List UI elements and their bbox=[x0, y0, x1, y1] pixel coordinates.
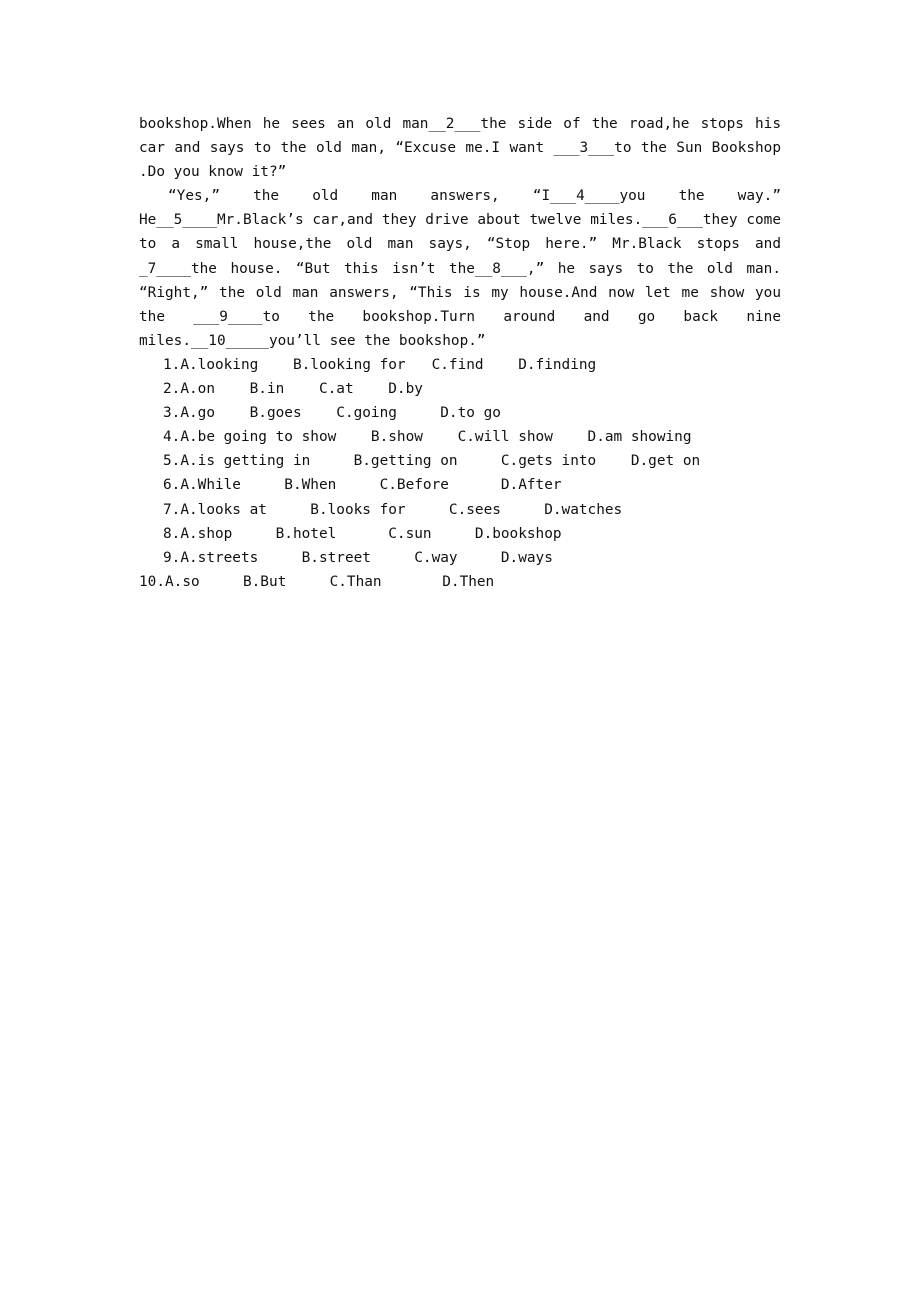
option-row-10: 10.A.so B.But C.Than D.Then bbox=[139, 573, 495, 590]
option-row-7: 7.A.looks at B.looks for C.sees D.watches bbox=[163, 501, 623, 518]
option-row-8: 8.A.shop B.hotel C.sun D.bookshop bbox=[163, 525, 562, 542]
option-row-9: 9.A.streets B.street C.way D.ways bbox=[163, 549, 553, 566]
passage-paragraph-1: bookshop.When he sees an old man__2___the side of the road,he stops his car and says to the old man, “Excuse me.I want ___3___to the Sun Bookshop .Do you know it?” bbox=[139, 116, 781, 181]
option-row-1: 1.A.looking B.looking for C.find D.finding bbox=[163, 356, 597, 373]
option-row-4: 4.A.be going to show B.show C.will show D.am showing bbox=[163, 429, 692, 446]
option-row-2: 2.A.on B.in C.at D.by bbox=[163, 381, 423, 398]
answer-options-list bbox=[139, 353, 781, 594]
passage-paragraph-2: “Yes,” the old man answers, “I___4____you the way.” He__5____Mr.Black’s car,and they drive about twelve miles.___6___they come to a small house,the old man says, “Stop here.” Mr.Black stops and _7____the house. “But this isn’t the__8___,” he says to the old man. “Right,” the old man answers, “This is my house.And now let me show you the ___9____to the bookshop.Turn around and go back nine miles.__10_____you’ll see the bookshop.” bbox=[139, 188, 781, 349]
option-row-5: 5.A.is getting in B.getting on C.gets into D.get on bbox=[163, 453, 701, 470]
option-row-3: 3.A.go B.goes C.going D.to go bbox=[163, 405, 501, 422]
document-page bbox=[139, 112, 781, 594]
option-row-6: 6.A.While B.When C.Before D.After bbox=[163, 477, 562, 494]
